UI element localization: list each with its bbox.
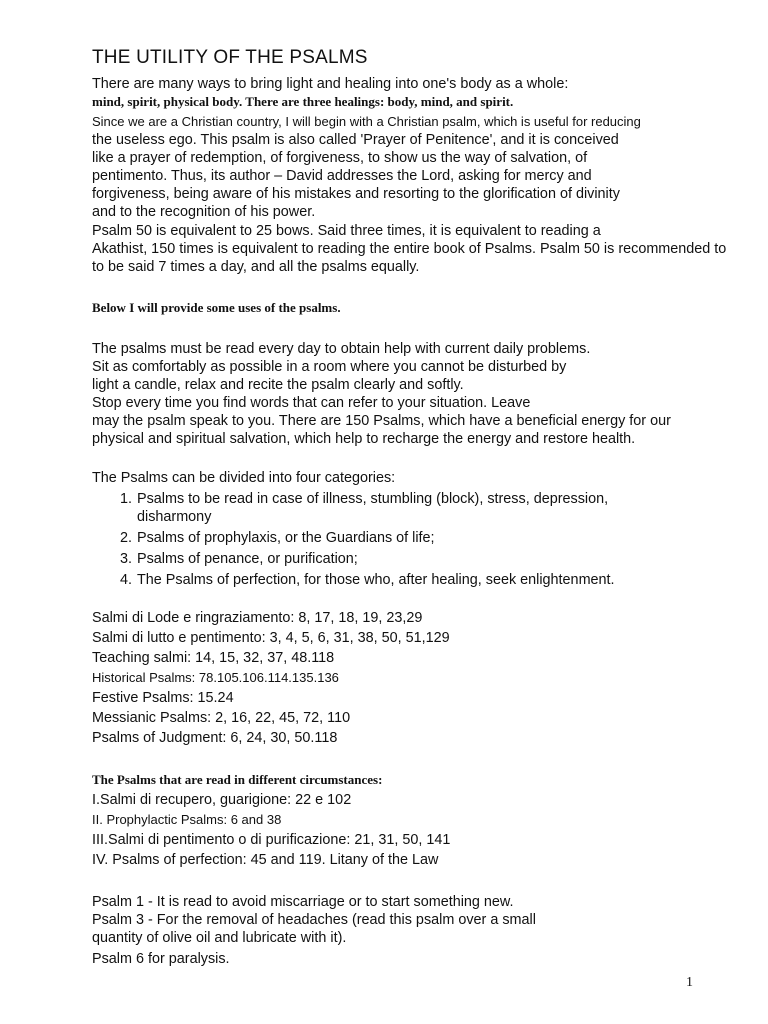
intro-line: pentimento. Thus, its author – David addresses the Lord, asking for mercy and (92, 168, 592, 184)
intro-line: like a prayer of redemption, of forgiveness, to show us the way of salvation, of (92, 150, 588, 166)
list-item (120, 490, 740, 508)
page-title: THE UTILITY OF THE PSALMS (92, 47, 368, 68)
psalm-groups (92, 608, 752, 748)
psalm50-line: to be said 7 times a day, and all the psalms equally. (92, 259, 420, 275)
page-number: 1 (686, 975, 693, 990)
psalm-group-line: Salmi di Lode e ringraziamento: 8, 17, 18, 19, 23,29 (92, 610, 423, 626)
list-number: 3. (120, 551, 133, 567)
psalm-group-line: Psalms of Judgment: 6, 24, 30, 50.118 (92, 730, 338, 746)
list-text: The Psalms of perfection, for those who, after healing, seek enlightenment. (137, 572, 615, 588)
categories-intro: The Psalms can be divided into four categories: (92, 470, 396, 486)
categories-list (120, 490, 740, 589)
intro-line: the useless ego. This psalm is also called 'Prayer of Penitence', and it is conceived (92, 132, 619, 148)
daily-line: physical and spiritual salvation, which help to recharge the energy and restore health. (92, 431, 636, 447)
list-number: 4. (120, 572, 133, 588)
intro-line: There are many ways to bring light and healing into one's body as a whole: (92, 76, 569, 92)
psalm-use-line: Psalm 3 - For the removal of headaches (read this psalm over a small (92, 912, 536, 928)
daily-paragraph (92, 340, 752, 448)
list-text: Psalms to be read in case of illness, stumbling (block), stress, depression, (137, 491, 609, 507)
list-text: Psalms of penance, or purification; (137, 551, 358, 567)
psalm50-line: Akathist, 150 times is equivalent to reading the entire book of Psalms. Psalm 50 is recommended to (92, 241, 727, 257)
circumstances-list (92, 790, 752, 870)
list-number: 2. (120, 530, 133, 546)
list-item-continuation: disharmony (137, 509, 212, 525)
list-item (120, 550, 740, 568)
list-item (120, 529, 740, 547)
intro-line: and to the recognition of his power. (92, 204, 316, 220)
circumstance-line: II. Prophylactic Psalms: 6 and 38 (92, 812, 282, 827)
psalm-group-line: Salmi di lutto e pentimento: 3, 4, 5, 6, 31, 38, 50, 51,129 (92, 630, 450, 646)
daily-line: may the psalm speak to you. There are 150 Psalms, which have a beneficial energy for our (92, 413, 671, 429)
psalm-use-line: Psalm 6 for paralysis. (92, 951, 230, 967)
psalm50-line: Psalm 50 is equivalent to 25 bows. Said three times, it is equivalent to reading a (92, 223, 601, 239)
psalm-group-line: Historical Psalms: 78.105.106.114.135.136 (92, 670, 339, 685)
intro-line: forgiveness, being aware of his mistakes and resorting to the glorification of divinity (92, 186, 620, 202)
circumstances-heading: The Psalms that are read in different circumstances: (92, 772, 383, 787)
psalm-group-line: Messianic Psalms: 2, 16, 22, 45, 72, 110 (92, 710, 351, 726)
psalm-use-line: quantity of olive oil and lubricate with it). (92, 930, 347, 946)
intro-paragraph (92, 75, 752, 221)
uses-heading: Below I will provide some uses of the psalms. (92, 300, 341, 315)
circumstance-line: III.Salmi di pentimento o di purificazione: 21, 31, 50, 141 (92, 832, 451, 848)
daily-line: Sit as comfortably as possible in a room where you cannot be disturbed by (92, 359, 567, 375)
intro-line-bold: mind, spirit, physical body. There are three healings: body, mind, and spirit. (92, 94, 514, 109)
psalm-group-line: Festive Psalms: 15.24 (92, 690, 234, 706)
psalm-group-line: Teaching salmi: 14, 15, 32, 37, 48.118 (92, 650, 335, 666)
list-item (120, 571, 740, 589)
psalm50-paragraph (92, 222, 752, 276)
circumstance-line: I.Salmi di recupero, guarigione: 22 e 102 (92, 792, 352, 808)
psalm-use-line: Psalm 1 - It is read to avoid miscarriage or to start something new. (92, 894, 514, 910)
psalm-uses (92, 893, 752, 968)
circumstance-line: IV. Psalms of perfection: 45 and 119. Litany of the Law (92, 852, 439, 868)
daily-line: light a candle, relax and recite the psalm clearly and softly. (92, 377, 464, 393)
daily-line: The psalms must be read every day to obtain help with current daily problems. (92, 341, 591, 357)
intro-line: Since we are a Christian country, I will begin with a Christian psalm, which is useful for reducing (92, 114, 641, 129)
daily-line: Stop every time you find words that can refer to your situation. Leave (92, 395, 531, 411)
list-text: Psalms of prophylaxis, or the Guardians of life; (137, 530, 435, 546)
list-number: 1. (120, 491, 133, 507)
